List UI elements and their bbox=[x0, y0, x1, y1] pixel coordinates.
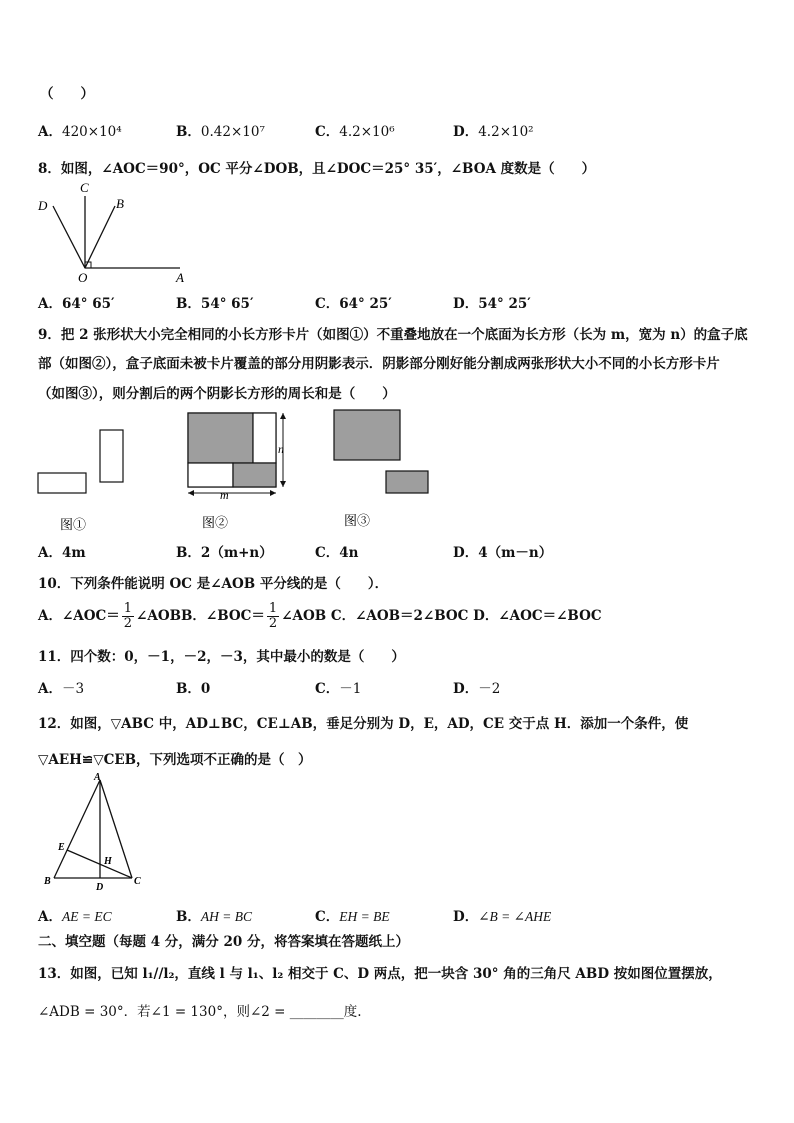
fig2-shaded-large bbox=[188, 413, 253, 463]
dimension-m-label: m bbox=[220, 488, 229, 502]
option-text: 4.2×10² bbox=[478, 124, 534, 140]
option-text: 54° 25′ bbox=[478, 296, 531, 312]
q9-stem-line2: 部（如图②），盒子底面未被卡片覆盖的部分用阴影表示．阴影部分刚好能分割成两张形状大小不同的小长方形卡片 bbox=[38, 356, 720, 372]
option-label: B． bbox=[176, 296, 201, 312]
fraction-half bbox=[267, 602, 279, 631]
q7-option-c bbox=[315, 120, 395, 140]
side-ab bbox=[54, 780, 100, 878]
q11-option-d bbox=[453, 677, 500, 697]
q10-options-rest: ∠AOB C．∠AOB＝2∠BOC D．∠AOC＝∠BOC bbox=[281, 608, 602, 624]
option-label: D． bbox=[453, 681, 479, 697]
q13-stem-line2: ∠ADB = 30°．若∠1 = 130°，则∠2 = ________度. bbox=[38, 1004, 362, 1020]
q12-option-d bbox=[453, 905, 551, 925]
option-label: C． bbox=[315, 545, 340, 561]
q9-option-b bbox=[176, 541, 273, 561]
option-text: 0 bbox=[200, 681, 211, 697]
section-2-heading: 二、填空题（每题 4 分，满分 20 分，将答案填在答题纸上） bbox=[38, 934, 409, 950]
option-label: C． bbox=[315, 909, 340, 925]
fig2-label: 图② bbox=[202, 515, 229, 530]
fig2-shaded-small bbox=[233, 463, 276, 487]
q9-figures bbox=[30, 405, 430, 535]
option-label: A． bbox=[38, 296, 62, 312]
label-a: A bbox=[94, 772, 101, 783]
q10-options-line bbox=[38, 598, 602, 634]
arrow-up bbox=[280, 413, 286, 419]
q9-stem-line3: （如图③），则分割后的两个阴影长方形的周长和是（ ） bbox=[38, 386, 396, 402]
ray-od bbox=[53, 206, 85, 268]
q10-option-b-prefix: ∠BOC＝ bbox=[205, 608, 265, 624]
dimension-n-label: n bbox=[278, 442, 284, 456]
q9-stem-line1: 9．把 2 张形状大小完全相同的小长方形卡片（如图①）不重叠地放在一个底面为长方形（长为 m，宽为 n）的盒子底 bbox=[38, 327, 748, 343]
fig2-card-horizontal bbox=[188, 463, 233, 487]
option-label: C． bbox=[315, 296, 340, 312]
q12-stem-line1: 12．如图，▽ABC 中，AD⊥BC，CE⊥AB，垂足分别为 D，E，AD，CE 交于点 H．添加一个条件，使 bbox=[38, 716, 689, 732]
fraction-numerator: 1 bbox=[123, 601, 133, 616]
label-b: B bbox=[116, 196, 124, 211]
fig1-label: 图① bbox=[60, 517, 87, 532]
label-d: D bbox=[38, 198, 48, 213]
q7-option-a bbox=[38, 120, 122, 140]
q7-option-b bbox=[176, 120, 265, 140]
q12-option-c bbox=[315, 905, 390, 925]
label-o: O bbox=[78, 270, 88, 285]
option-label: D． bbox=[453, 909, 479, 925]
label-c: C bbox=[80, 180, 89, 195]
arrow-left bbox=[188, 490, 194, 496]
q11-option-b bbox=[176, 677, 210, 697]
q8-option-c bbox=[315, 292, 392, 312]
label-b: B bbox=[44, 876, 51, 887]
q8-stem: 8．如图，∠AOC＝90°，OC 平分∠DOB，且∠DOC＝25° 35′，∠BOA 度数是（ ） bbox=[38, 161, 596, 177]
fraction-numerator: 1 bbox=[268, 601, 278, 616]
option-text: 420×10⁴ bbox=[61, 124, 122, 140]
q8-option-b bbox=[176, 292, 254, 312]
fraction-half bbox=[122, 602, 134, 631]
label-a: A bbox=[176, 270, 184, 285]
option-label: D． bbox=[453, 545, 479, 561]
label-e: E bbox=[58, 842, 65, 853]
q8-angle-figure bbox=[30, 178, 200, 288]
option-text: ∠B = ∠AHE bbox=[478, 909, 552, 924]
option-label: A． bbox=[38, 909, 62, 925]
label-d: D bbox=[96, 882, 104, 892]
q9-option-a bbox=[38, 541, 86, 561]
fig2-card-vertical bbox=[253, 413, 276, 463]
option-text: 54° 65′ bbox=[200, 296, 254, 312]
option-label: D． bbox=[453, 296, 479, 312]
fig3-shaded-large bbox=[334, 410, 400, 460]
option-text: －1 bbox=[339, 681, 362, 697]
label-c: C bbox=[134, 876, 141, 887]
option-label: B． bbox=[176, 545, 201, 561]
option-label: C． bbox=[315, 681, 340, 697]
fig3-shaded-small bbox=[386, 471, 428, 493]
q10-option-a-prefix: A．∠AOC＝ bbox=[38, 608, 120, 624]
option-label: A． bbox=[38, 124, 62, 140]
q12-stem-line2: ▽AEH≌▽CEB，下列选项不正确的是（ ） bbox=[38, 752, 312, 768]
option-label: B． bbox=[176, 909, 201, 925]
q10-stem: 10．下列条件能说明 OC 是∠AOB 平分线的是（ ）． bbox=[38, 576, 389, 592]
q12-triangle-figure bbox=[40, 772, 160, 892]
option-text: 4m bbox=[61, 545, 86, 561]
label-h: H bbox=[104, 856, 112, 867]
option-label: C． bbox=[315, 124, 340, 140]
q7-stem-tail: （ ） bbox=[40, 86, 94, 102]
arrow-down bbox=[280, 481, 286, 487]
option-label: D． bbox=[453, 124, 479, 140]
option-label: B． bbox=[176, 124, 201, 140]
q8-option-a bbox=[38, 292, 115, 312]
q11-option-c bbox=[315, 677, 361, 697]
option-label: B． bbox=[176, 681, 201, 697]
ray-ob bbox=[85, 206, 115, 268]
fig3-label: 图③ bbox=[344, 513, 371, 528]
fig1-card-horizontal bbox=[38, 473, 86, 493]
option-text: 64° 65′ bbox=[61, 296, 115, 312]
option-label: A． bbox=[38, 545, 62, 561]
q8-option-d bbox=[453, 292, 531, 312]
q9-option-c bbox=[315, 541, 358, 561]
q11-option-a bbox=[38, 677, 84, 697]
option-text: AE = EC bbox=[61, 909, 112, 924]
option-text: AH = BC bbox=[200, 909, 253, 924]
q7-option-d bbox=[453, 120, 534, 140]
fig1-card-vertical bbox=[100, 430, 123, 482]
q9-option-d bbox=[453, 541, 552, 561]
option-text: 4（m－n） bbox=[478, 545, 553, 561]
q10-option-a-suffix: ∠AOBB． bbox=[136, 608, 206, 624]
option-text: －2 bbox=[478, 681, 501, 697]
option-text: 0.42×10⁷ bbox=[200, 124, 265, 140]
option-text: －3 bbox=[61, 681, 85, 697]
fraction-denominator: 2 bbox=[123, 616, 133, 631]
fraction-denominator: 2 bbox=[268, 616, 278, 631]
arrow-right bbox=[270, 490, 276, 496]
q12-option-a bbox=[38, 905, 112, 925]
option-text: 4.2×10⁶ bbox=[339, 124, 395, 140]
q11-stem: 11．四个数：0，－1，－2，－3，其中最小的数是（ ） bbox=[38, 649, 405, 665]
option-text: 64° 25′ bbox=[339, 296, 392, 312]
option-text: EH = BE bbox=[339, 909, 390, 924]
option-text: 4n bbox=[339, 545, 359, 561]
option-text: 2（m+n） bbox=[200, 545, 273, 561]
option-label: A． bbox=[38, 681, 62, 697]
q13-stem-line1: 13．如图，已知 l₁//l₂，直线 l 与 l₁、l₂ 相交于 C、D 两点，把一块含 30° 角的三角尺 ABD 按如图位置摆放， bbox=[38, 966, 722, 982]
q12-option-b bbox=[176, 905, 252, 925]
